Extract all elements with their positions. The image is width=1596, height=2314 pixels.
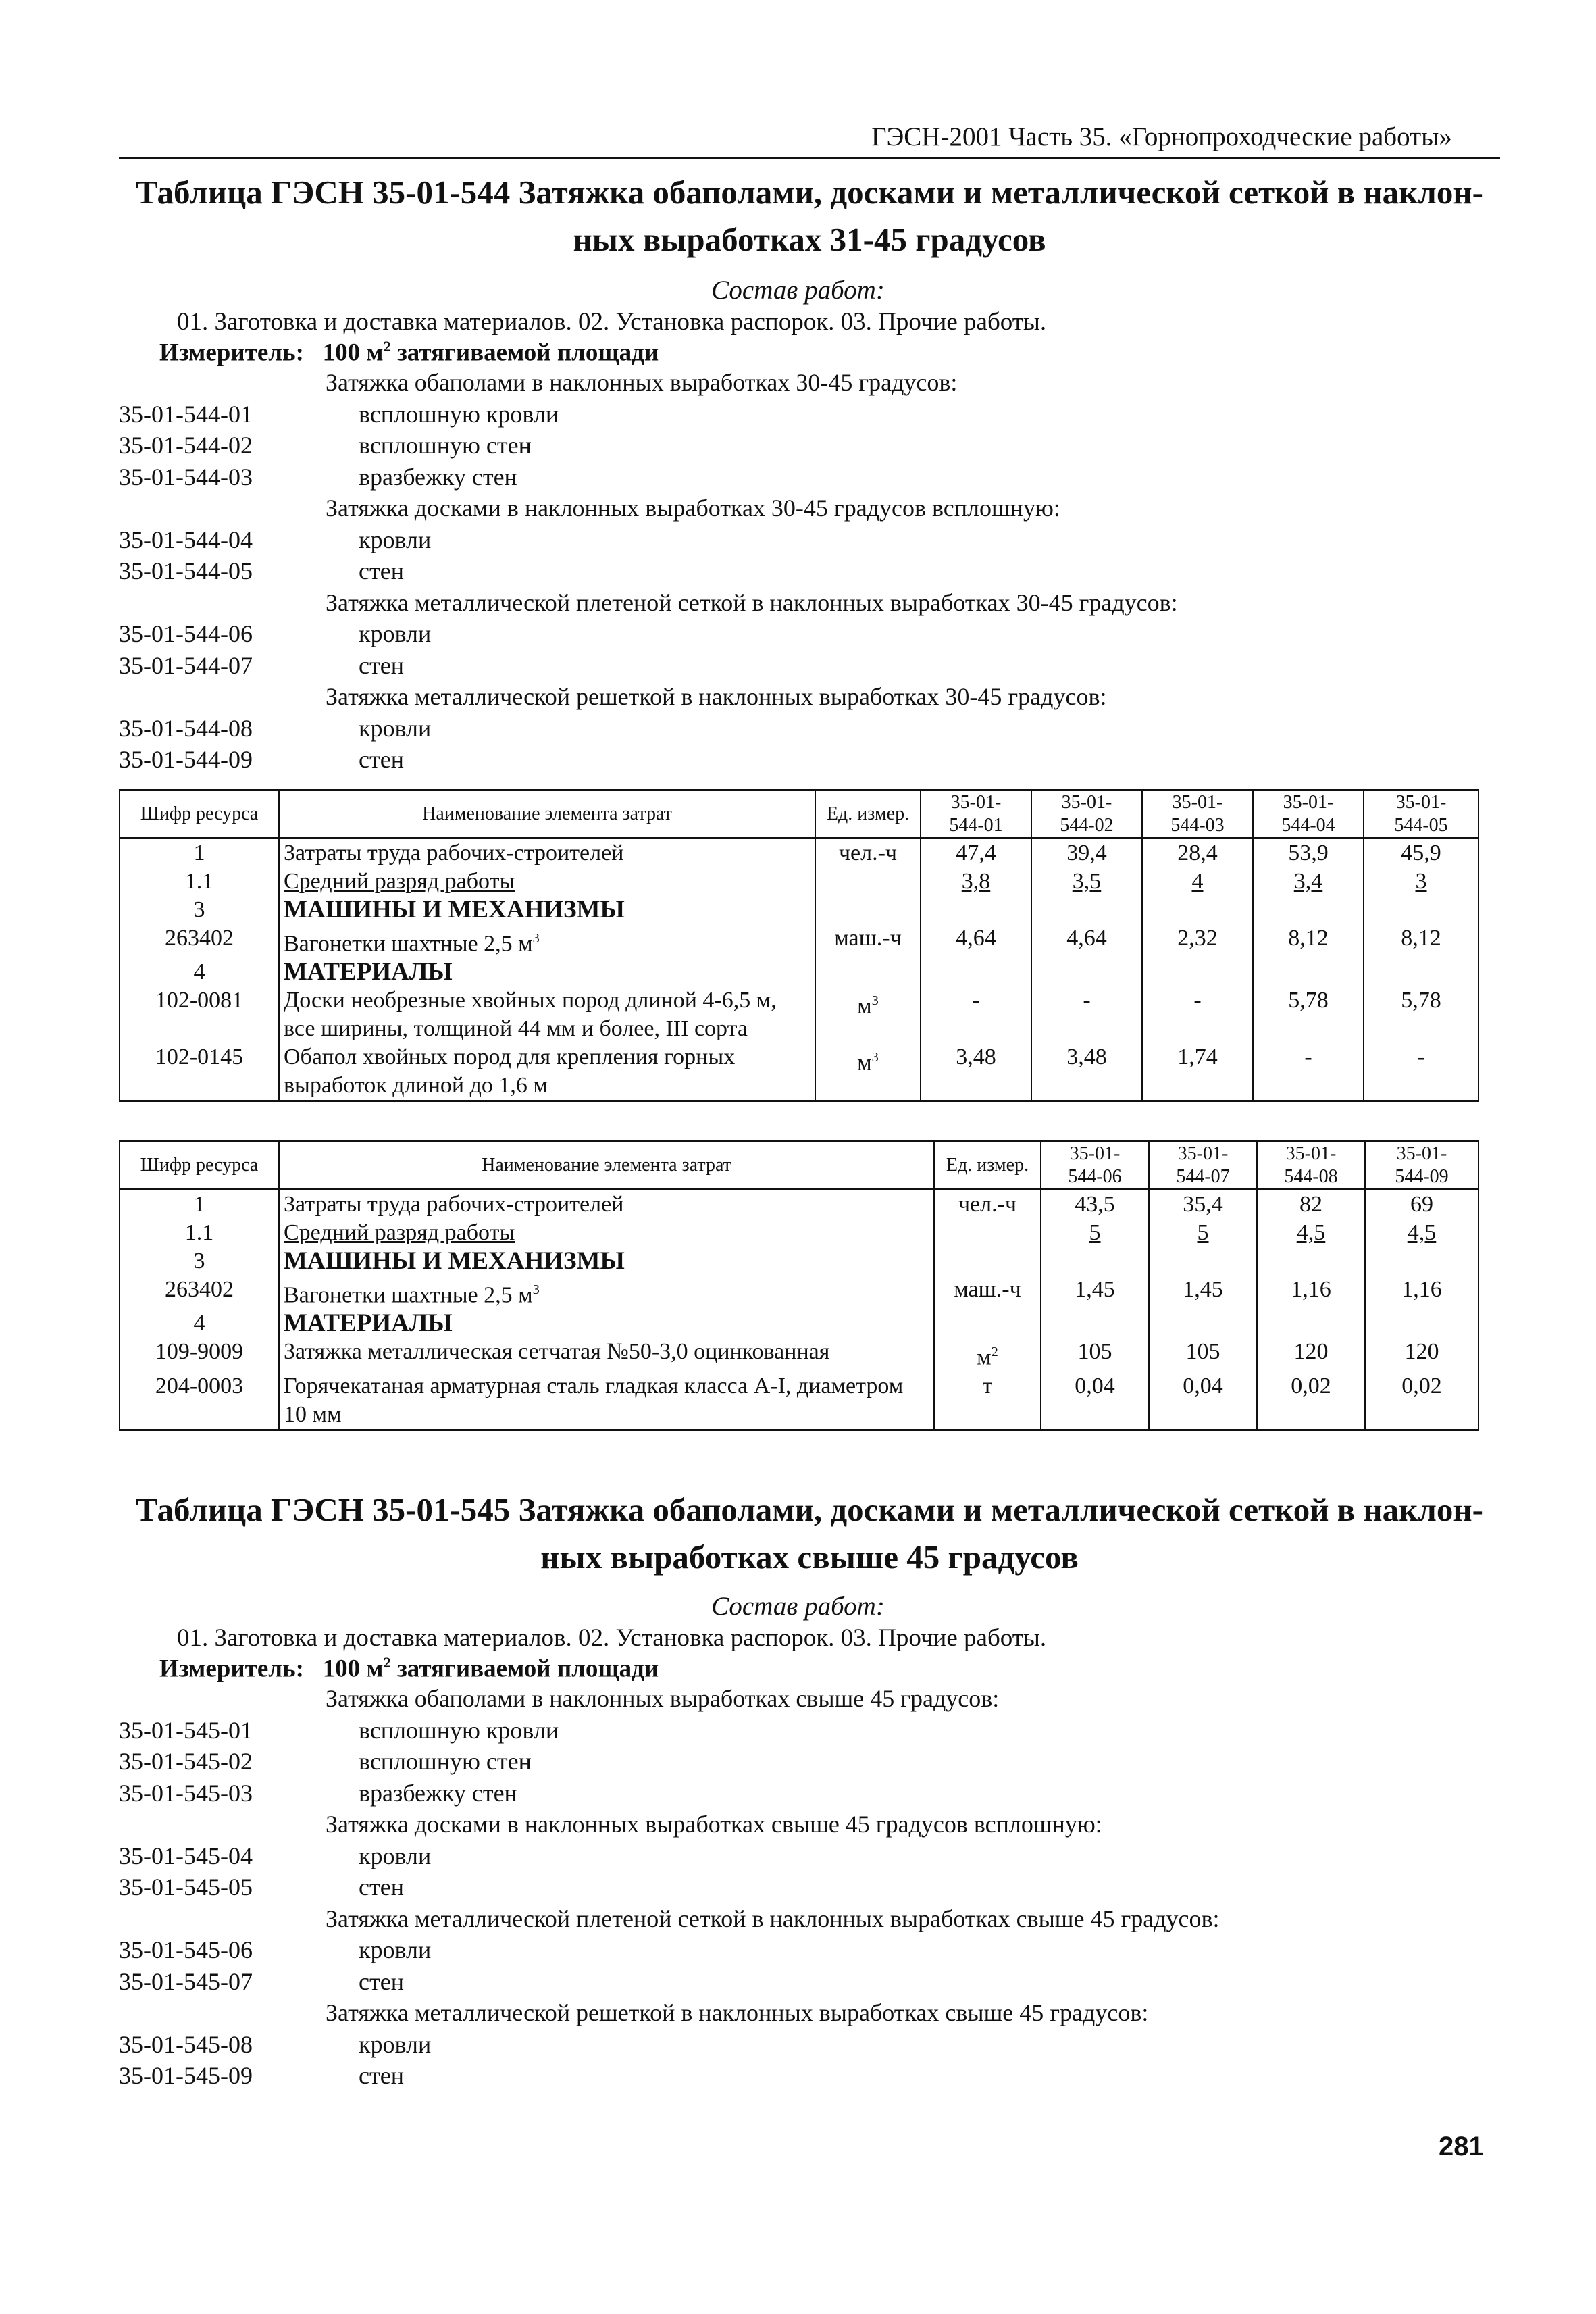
item-row (119, 1871, 1503, 1903)
row-value: 4,64 (921, 924, 1031, 958)
row-value: - (921, 986, 1031, 1043)
table-row (120, 1309, 1478, 1338)
item-code: 35-01-544-04 (119, 526, 253, 553)
item-name: стен (359, 746, 404, 773)
row-value: 47,4 (921, 838, 1031, 868)
table-row (120, 924, 1478, 958)
row-unit (934, 1247, 1041, 1276)
item-group-heading (119, 1903, 1503, 1935)
item-group-heading (119, 1997, 1503, 2029)
header-rule (119, 157, 1500, 159)
item-row (119, 713, 1503, 745)
item-name: кровли (359, 620, 432, 647)
row-value: 8,12 (1364, 924, 1478, 958)
table-545-item-list (119, 1683, 1503, 2092)
row-name (279, 838, 815, 868)
table-544-title (119, 169, 1500, 263)
row-name-text: Затраты труда рабочих-строителей (284, 840, 624, 865)
row-unit-sup: 2 (991, 1344, 998, 1360)
table-row (120, 1219, 1478, 1247)
item-name: всплошную стен (359, 432, 532, 459)
row-name-text: Средний разряд работы (284, 869, 515, 894)
row-value: 53,9 (1253, 838, 1364, 868)
item-code: 35-01-544-02 (119, 432, 253, 459)
row-name (279, 1309, 934, 1338)
header-norm-column: 35-01- 544-06 (1041, 1142, 1149, 1190)
table-544-sostav-label: Состав работ: (711, 276, 885, 305)
row-name-text: Вагонетки шахтные 2,5 м (284, 931, 533, 957)
row-value: 5 (1041, 1219, 1149, 1247)
row-value: 1,74 (1142, 1043, 1253, 1101)
row-unit (934, 1276, 1041, 1309)
row-code: 1 (120, 1190, 279, 1219)
row-value: 120 (1365, 1338, 1478, 1372)
item-code: 35-01-544-07 (119, 651, 253, 679)
row-unit (815, 1043, 921, 1101)
item-name: кровли (359, 714, 432, 742)
row-unit-sup: 3 (871, 1050, 879, 1065)
meter-value: 100 м (322, 1655, 384, 1683)
row-unit-text: чел.-ч (838, 840, 898, 865)
row-unit (815, 896, 921, 924)
running-header: ГЭСН-2001 Часть 35. «Горнопроходческие работы» (871, 122, 1452, 151)
item-code: 35-01-545-07 (119, 1967, 253, 1995)
item-name: всплошную кровли (359, 400, 559, 428)
row-name-text: Обапол хвойных пород для крепления горных выработок длиной до 1,6 м (284, 1045, 736, 1099)
row-value: 0,04 (1041, 1372, 1149, 1430)
item-code: 35-01-544-05 (119, 557, 253, 584)
table-row (120, 896, 1478, 924)
row-name-text: МАШИНЫ И МЕХАНИЗМЫ (284, 1247, 625, 1275)
item-code: 35-01-545-06 (119, 1936, 253, 1963)
item-row (119, 1715, 1503, 1746)
item-name: кровли (359, 526, 432, 553)
row-value: - (1253, 1043, 1364, 1101)
row-value: 4,64 (1031, 924, 1142, 958)
row-value: 69 (1365, 1190, 1478, 1219)
row-value: 39,4 (1031, 838, 1142, 868)
item-row (119, 555, 1503, 587)
page-number: 281 (1439, 2132, 1484, 2161)
row-value (1364, 896, 1478, 924)
row-unit-sup: 3 (871, 993, 879, 1009)
row-value: 2,32 (1142, 924, 1253, 958)
row-name-text: Средний разряд работы (284, 1220, 515, 1245)
item-code: 35-01-545-01 (119, 1716, 253, 1744)
header-norm-column: 35-01- 544-02 (1031, 790, 1142, 838)
row-unit-text: м (977, 1344, 992, 1370)
row-name (279, 1276, 934, 1309)
row-value (1031, 896, 1142, 924)
row-value: 3,5 (1031, 867, 1142, 896)
row-name (279, 896, 815, 924)
row-unit-text: м (857, 993, 872, 1019)
item-row (119, 430, 1503, 461)
item-row (119, 1840, 1503, 1872)
item-row (119, 618, 1503, 650)
row-name-sup: 3 (532, 1282, 540, 1297)
row-unit (934, 1338, 1041, 1372)
table-row (120, 867, 1478, 896)
header-norm-column: 35-01- 544-04 (1253, 790, 1364, 838)
row-name (279, 1338, 934, 1372)
row-name-text: Затяжка металлическая сетчатая №50-3,0 оцинкованная (284, 1339, 830, 1365)
table-row (120, 838, 1478, 868)
row-name (279, 924, 815, 958)
row-name-text: Горячекатаная арматурная сталь гладкая класса А-I, диаметром 10 мм (284, 1373, 904, 1427)
item-name: стен (359, 1873, 404, 1901)
row-value: - (1364, 1043, 1478, 1101)
item-code: 35-01-545-08 (119, 2030, 253, 2058)
row-value: 1,16 (1257, 1276, 1365, 1309)
row-name (279, 1190, 934, 1219)
row-value: 0,02 (1257, 1372, 1365, 1430)
row-value: 8,12 (1253, 924, 1364, 958)
row-name (279, 1372, 934, 1430)
row-value: 1,45 (1149, 1276, 1257, 1309)
header-name: Наименование элемента затрат (279, 1142, 934, 1190)
table-544-meter (159, 338, 659, 367)
row-unit (815, 924, 921, 958)
row-unit (815, 867, 921, 896)
table-row (120, 1372, 1478, 1430)
row-code: 263402 (120, 1276, 279, 1309)
header-norm-column: 35-01- 544-07 (1149, 1142, 1257, 1190)
item-row (119, 399, 1503, 430)
header-norm-column: 35-01- 544-03 (1142, 790, 1253, 838)
table-544-item-list (119, 367, 1503, 776)
header-norm-column: 35-01- 544-05 (1364, 790, 1478, 838)
row-value: 4,5 (1365, 1219, 1478, 1247)
table-545-work-items: 01. Заготовка и доставка материалов. 02. Установка распорок. 03. Прочие работы. (177, 1624, 1047, 1652)
table-545-title-line2: ных выработках свыше 45 градусов (540, 1538, 1079, 1576)
row-unit-text: т (982, 1373, 993, 1399)
row-code: 3 (120, 896, 279, 924)
resource-table-544-01-05 (119, 789, 1479, 1102)
row-value (1041, 1247, 1149, 1276)
row-value (1149, 1247, 1257, 1276)
row-code: 204-0003 (120, 1372, 279, 1430)
row-value (1253, 958, 1364, 986)
row-value (1364, 958, 1478, 986)
row-name (279, 1247, 934, 1276)
row-value: 4 (1142, 867, 1253, 896)
meter-sup: 2 (383, 1654, 391, 1671)
item-code: 35-01-544-01 (119, 400, 253, 428)
row-name-text: Затраты труда рабочих-строителей (284, 1192, 624, 1217)
item-name: Затяжка досками в наклонных выработках 30-45 градусов всплошную: (326, 495, 1060, 522)
row-code: 1 (120, 838, 279, 868)
item-name: Затяжка досками в наклонных выработках свыше 45 градусов всплошную: (326, 1811, 1102, 1838)
resource-table-544-06-09 (119, 1140, 1479, 1431)
header-norm-column: 35-01- 544-01 (921, 790, 1031, 838)
row-unit (934, 1219, 1041, 1247)
item-row (119, 1746, 1503, 1778)
table-row (120, 1043, 1478, 1101)
row-name-text: МАТЕРИАЛЫ (284, 1309, 453, 1338)
item-row (119, 744, 1503, 776)
item-name: вразбежку стен (359, 463, 517, 491)
table-row (120, 1276, 1478, 1309)
header-name: Наименование элемента затрат (279, 790, 815, 838)
item-name: стен (359, 1967, 404, 1995)
row-code: 4 (120, 958, 279, 986)
row-code: 102-0145 (120, 1043, 279, 1101)
row-unit-text: м (857, 1050, 872, 1076)
row-value: 45,9 (1364, 838, 1478, 868)
row-value: 3,4 (1253, 867, 1364, 896)
row-name-text: Доски необрезные хвойных пород длиной 4-6,5 м, все ширины, толщиной 44 мм и более, III сорта (284, 988, 777, 1042)
item-name: стен (359, 651, 404, 679)
item-code: 35-01-544-03 (119, 463, 253, 491)
item-code: 35-01-545-05 (119, 1873, 253, 1901)
row-name (279, 1219, 934, 1247)
row-value: 3,8 (921, 867, 1031, 896)
item-name: стен (359, 2062, 404, 2089)
item-group-heading (119, 493, 1503, 524)
item-name: Затяжка металлической решеткой в наклонных выработках свыше 45 градусов: (326, 1999, 1149, 2026)
row-code: 263402 (120, 924, 279, 958)
row-name-text: Вагонетки шахтные 2,5 м (284, 1282, 533, 1308)
item-code: 35-01-544-06 (119, 620, 253, 647)
table-row (120, 1190, 1478, 1219)
table-row (120, 986, 1478, 1043)
item-code: 35-01-545-02 (119, 1748, 253, 1775)
row-name (279, 867, 815, 896)
row-value: 43,5 (1041, 1190, 1149, 1219)
row-unit (934, 1190, 1041, 1219)
row-value: - (1031, 986, 1142, 1043)
row-value (1253, 896, 1364, 924)
row-value (1257, 1309, 1365, 1338)
row-unit (815, 958, 921, 986)
item-name: всплошную стен (359, 1748, 532, 1775)
item-name: стен (359, 557, 404, 584)
row-name (279, 958, 815, 986)
table-545-title-line1: Таблица ГЭСН 35-01-545 Затяжка обаполами, досками и металлической сеткой в наклон- (136, 1491, 1483, 1528)
item-name: кровли (359, 1842, 432, 1869)
row-value (921, 958, 1031, 986)
row-name-text: МАШИНЫ И МЕХАНИЗМЫ (284, 896, 625, 924)
row-unit (934, 1372, 1041, 1430)
table-row (120, 1247, 1478, 1276)
row-value: 1,16 (1365, 1276, 1478, 1309)
table-545-sostav-label: Состав работ: (711, 1592, 885, 1621)
row-value: 5 (1149, 1219, 1257, 1247)
row-unit-text: чел.-ч (958, 1192, 1017, 1217)
item-row (119, 461, 1503, 493)
header-norm-column: 35-01- 544-09 (1365, 1142, 1478, 1190)
meter-label: Измеритель: (159, 1655, 304, 1683)
table-row (120, 958, 1478, 986)
header-norm-column: 35-01- 544-08 (1257, 1142, 1365, 1190)
item-code: 35-01-545-09 (119, 2062, 253, 2089)
item-row (119, 1934, 1503, 1966)
meter-tail: затягиваемой площади (390, 1655, 659, 1683)
row-code: 4 (120, 1309, 279, 1338)
row-value: 0,04 (1149, 1372, 1257, 1430)
row-value: 5,78 (1364, 986, 1478, 1043)
row-value (1257, 1247, 1365, 1276)
item-name: Затяжка обаполами в наклонных выработках свыше 45 градусов: (326, 1685, 1000, 1712)
table-545-meter (159, 1654, 659, 1683)
row-code: 3 (120, 1247, 279, 1276)
table-544-work-items: 01. Заготовка и доставка материалов. 02. Установка распорок. 03. Прочие работы. (177, 308, 1047, 336)
row-value (1142, 958, 1253, 986)
row-value: 120 (1257, 1338, 1365, 1372)
row-value: 5,78 (1253, 986, 1364, 1043)
row-value: 4,5 (1257, 1219, 1365, 1247)
row-value: 28,4 (1142, 838, 1253, 868)
item-code: 35-01-544-09 (119, 746, 253, 773)
item-code: 35-01-544-08 (119, 714, 253, 742)
row-value (1142, 896, 1253, 924)
row-value: 3 (1364, 867, 1478, 896)
header-code: Шифр ресурса (120, 1142, 279, 1190)
item-group-heading (119, 681, 1503, 713)
header-unit: Ед. измер. (934, 1142, 1041, 1190)
row-value: 1,45 (1041, 1276, 1149, 1309)
item-name: Затяжка обаполами в наклонных выработках 30-45 градусов: (326, 369, 958, 396)
table-544-title-line1: Таблица ГЭСН 35-01-544 Затяжка обаполами, досками и металлической сеткой в наклон- (136, 174, 1483, 211)
item-name: кровли (359, 1936, 432, 1963)
row-value: - (1142, 986, 1253, 1043)
item-name: Затяжка металлической плетеной сеткой в наклонных выработках свыше 45 градусов: (326, 1905, 1220, 1932)
item-row (119, 2060, 1503, 2092)
row-value: 105 (1149, 1338, 1257, 1372)
row-value (1365, 1309, 1478, 1338)
meter-tail: затягиваемой площади (390, 338, 659, 367)
item-name: кровли (359, 2030, 432, 2058)
row-value (1031, 958, 1142, 986)
item-row (119, 1778, 1503, 1809)
row-value: 105 (1041, 1338, 1149, 1372)
row-name-sup: 3 (532, 931, 540, 946)
row-code: 102-0081 (120, 986, 279, 1043)
meter-value: 100 м (322, 338, 384, 367)
row-value: 35,4 (1149, 1190, 1257, 1219)
row-name (279, 1043, 815, 1101)
item-name: всплошную кровли (359, 1716, 559, 1744)
item-name: вразбежку стен (359, 1779, 517, 1807)
row-unit (934, 1309, 1041, 1338)
row-value: 3,48 (921, 1043, 1031, 1101)
row-value (1149, 1309, 1257, 1338)
row-unit (815, 838, 921, 868)
item-row (119, 524, 1503, 556)
table-545-title (119, 1486, 1500, 1581)
row-value: 0,02 (1365, 1372, 1478, 1430)
item-group-heading (119, 367, 1503, 399)
header-code: Шифр ресурса (120, 790, 279, 838)
row-value (1365, 1247, 1478, 1276)
item-name: Затяжка металлической плетеной сеткой в наклонных выработках 30-45 градусов: (326, 588, 1178, 616)
row-unit (815, 986, 921, 1043)
row-unit-text: маш.-ч (834, 926, 902, 951)
item-group-heading (119, 587, 1503, 619)
table-row (120, 1338, 1478, 1372)
header-unit: Ед. измер. (815, 790, 921, 838)
row-value (921, 896, 1031, 924)
table-544-title-line2: ных выработках 31-45 градусов (573, 221, 1046, 258)
row-value (1041, 1309, 1149, 1338)
row-value: 82 (1257, 1190, 1365, 1219)
row-code: 1.1 (120, 867, 279, 896)
item-row (119, 650, 1503, 682)
meter-label: Измеритель: (159, 338, 304, 367)
row-unit-text: маш.-ч (954, 1277, 1021, 1302)
item-code: 35-01-545-03 (119, 1779, 253, 1807)
meter-sup: 2 (383, 338, 391, 355)
row-name-text: МАТЕРИАЛЫ (284, 958, 453, 986)
item-row (119, 1966, 1503, 1998)
item-code: 35-01-545-04 (119, 1842, 253, 1869)
item-row (119, 2029, 1503, 2061)
item-group-heading (119, 1809, 1503, 1840)
row-value: 3,48 (1031, 1043, 1142, 1101)
row-code: 109-9009 (120, 1338, 279, 1372)
item-name: Затяжка металлической решеткой в наклонных выработках 30-45 градусов: (326, 683, 1107, 710)
item-group-heading (119, 1683, 1503, 1715)
row-name (279, 986, 815, 1043)
row-code: 1.1 (120, 1219, 279, 1247)
